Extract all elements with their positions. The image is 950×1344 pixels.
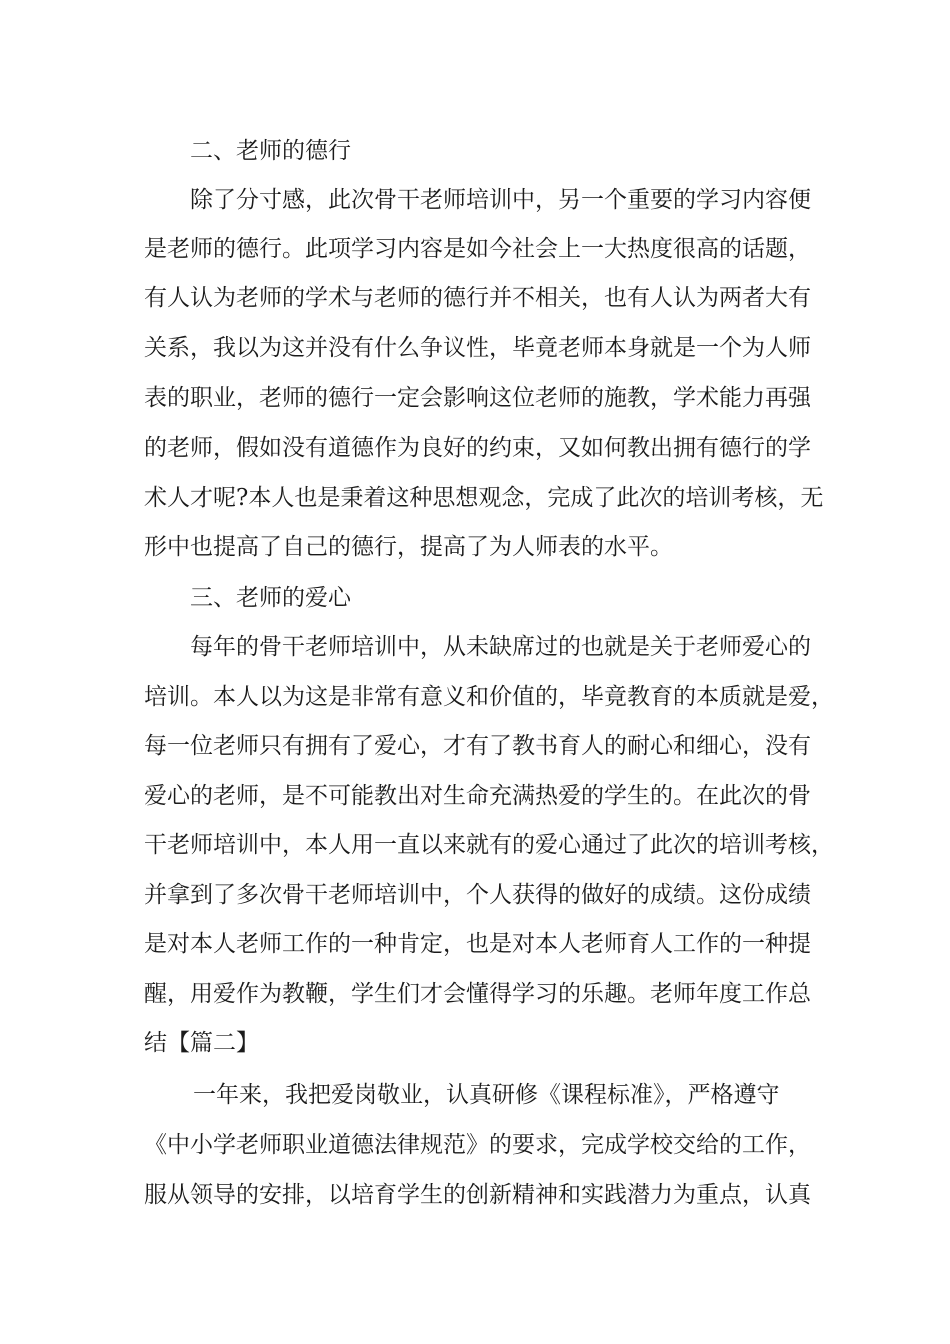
text-line: 是对本人老师工作的一种肯定，也是对本人老师育人工作的一种提 xyxy=(144,931,811,957)
paragraph-line xyxy=(0,875,950,915)
paragraph-line xyxy=(0,229,950,269)
section-title-line xyxy=(0,1023,950,1063)
text-line: 《中小学老师职业道德法律规范》的要求，完成学校交给的工作， xyxy=(144,1132,811,1158)
paragraph-line xyxy=(0,974,950,1014)
text-line: 醒，用爱作为教鞭，学生们才会懂得学习的乐趣。老师年度工作总 xyxy=(144,981,811,1007)
paragraph-line xyxy=(0,278,950,318)
paragraph-line xyxy=(0,825,950,865)
paragraph-line xyxy=(0,428,950,468)
text-line: 的老师，假如没有道德作为良好的约束，又如何教出拥有德行的学 xyxy=(144,435,811,461)
paragraph-line xyxy=(0,677,950,717)
paragraph-line xyxy=(0,328,950,368)
text-line: 每一位老师只有拥有了爱心，才有了教书育人的耐心和细心，没有 xyxy=(144,733,811,759)
paragraph-line xyxy=(0,924,950,964)
text-line: 三、老师的爱心 xyxy=(190,585,351,611)
text-line: 培训。本人以为这是非常有意义和价值的，毕竟教育的本质就是爱， xyxy=(144,684,834,710)
heading-teacher-virtue xyxy=(0,131,950,171)
text-line: 除了分寸感，此次骨干老师培训中，另一个重要的学习内容便 xyxy=(190,187,811,213)
paragraph-line xyxy=(0,776,950,816)
paragraph-line xyxy=(0,180,950,220)
text-line: 术人才呢?本人也是秉着这种思想观念，完成了此次的培训考核，无 xyxy=(144,485,824,511)
paragraph-line xyxy=(0,478,950,518)
text-line: 二、老师的德行 xyxy=(190,138,351,164)
text-line: 表的职业，老师的德行一定会影响这位老师的施教，学术能力再强 xyxy=(144,385,811,411)
paragraph-line xyxy=(0,627,950,667)
text-line: 有人认为老师的学术与老师的德行并不相关，也有人认为两者大有 xyxy=(144,285,811,311)
text-line: 关系，我以为这并没有什么争议性，毕竟老师本身就是一个为人师 xyxy=(144,335,811,361)
text-line: 服从领导的安排，以培育学生的创新精神和实践潜力为重点，认真 xyxy=(144,1182,811,1208)
paragraph-line xyxy=(0,378,950,418)
paragraph-line xyxy=(0,527,950,567)
paragraph-line xyxy=(0,726,950,766)
text-line: 一年来，我把爱岗敬业，认真研修《课程标准》，严格遵守 xyxy=(193,1082,780,1108)
text-line: 形中也提高了自己的德行，提高了为人师表的水平。 xyxy=(144,534,673,560)
text-line: 每年的骨干老师培训中，从未缺席过的也就是关于老师爱心的 xyxy=(190,634,811,660)
paragraph-line xyxy=(0,1075,950,1115)
text-line: 干老师培训中，本人用一直以来就有的爱心通过了此次的培训考核， xyxy=(144,832,834,858)
paragraph-line xyxy=(0,1175,950,1215)
text-line: 是老师的德行。此项学习内容是如今社会上一大热度很高的话题， xyxy=(144,236,811,262)
paragraph-line xyxy=(0,1125,950,1165)
text-line: 并拿到了多次骨干老师培训中，个人获得的做好的成绩。这份成绩 xyxy=(144,882,811,908)
text-line: 结【篇二】 xyxy=(144,1030,259,1056)
text-line: 爱心的老师，是不可能教出对生命充满热爱的学生的。在此次的骨 xyxy=(144,783,811,809)
heading-teacher-love xyxy=(0,578,950,618)
